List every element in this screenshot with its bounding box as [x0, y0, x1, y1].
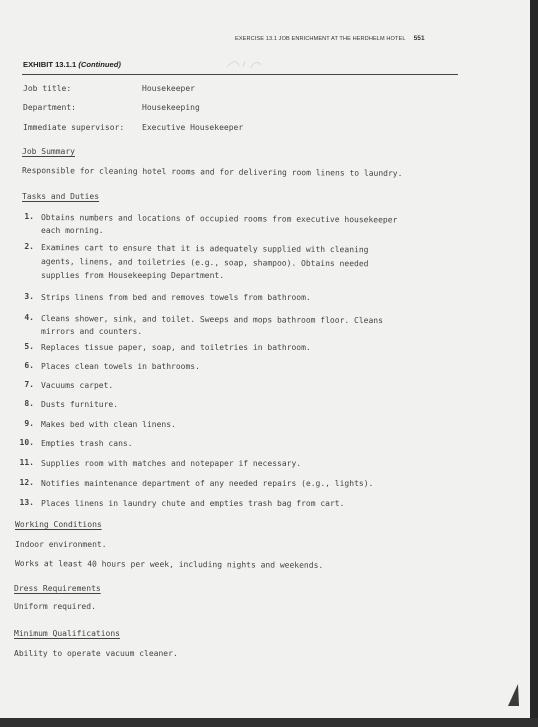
exhibit-title — [23, 60, 121, 69]
task-line: Replaces tissue paper, soap, and toiletries in bathroom. — [41, 343, 311, 352]
page-edge-shadow — [530, 0, 538, 727]
task-number: 12. — [19, 478, 34, 487]
field-value-job-title: Housekeeper — [142, 84, 195, 93]
task-number: 6. — [24, 361, 34, 370]
task-number: 1. — [24, 212, 34, 221]
task-line: Obtains numbers and locations of occupied rooms from executive housekeeper — [40, 213, 398, 225]
task-line: agents, linens, and toiletries (e.g., soap, shampoo). Obtains needed — [40, 257, 369, 269]
task-line: Vacuums carpet. — [41, 381, 114, 390]
task-line: supplies from Housekeeping Department. — [41, 271, 225, 280]
task-number: 2. — [24, 242, 34, 251]
dress-requirements-heading: Dress Requirements — [14, 584, 101, 593]
task-line: Makes bed with clean linens. — [41, 420, 176, 429]
faint-scribble — [225, 58, 265, 70]
page-bottom-shadow — [0, 718, 538, 727]
job-summary-heading: Job Summary — [22, 147, 75, 156]
exhibit-rule — [22, 74, 458, 75]
task-line: each morning. — [41, 226, 104, 235]
task-line: Supplies room with matches and notepaper if necessary. — [41, 459, 302, 468]
task-line: Places clean towels in bathrooms. — [41, 362, 200, 371]
task-number: 8. — [24, 399, 34, 408]
minimum-qualifications-line: Ability to operate vacuum cleaner. — [14, 649, 178, 658]
running-head — [235, 35, 505, 42]
task-line: Cleans shower, sink, and toilet. Sweeps and mops bathroom floor. Cleans — [40, 314, 383, 326]
corner-ink-mark — [506, 682, 520, 706]
task-line: mirrors and counters. — [41, 327, 143, 336]
task-number: 13. — [19, 498, 34, 507]
task-number: 5. — [24, 342, 34, 351]
exhibit-note: (Continued) — [78, 60, 121, 69]
exhibit-label: EXHIBIT 13.1.1 — [23, 60, 77, 69]
job-summary-text: Responsible for cleaning hotel rooms and for delivering room linens to laundry. — [21, 166, 403, 178]
field-label-department: Department: — [23, 103, 76, 112]
dress-requirements-line: Uniform required. — [14, 602, 96, 611]
working-conditions-line: Indoor environment. — [15, 540, 107, 549]
task-number: 11. — [19, 458, 34, 467]
field-value-department: Housekeeping — [142, 103, 200, 112]
task-number: 9. — [24, 419, 34, 428]
task-number: 4. — [24, 313, 34, 322]
working-conditions-heading: Working Conditions — [15, 520, 102, 529]
tasks-heading: Tasks and Duties — [22, 192, 100, 201]
field-value-supervisor: Executive Housekeeper — [142, 123, 244, 132]
task-line: Strips linens from bed and removes towels from bathroom. — [41, 293, 311, 302]
task-line: Places linens in laundry chute and empties trash bag from cart. — [41, 499, 345, 508]
task-line: Dusts furniture. — [41, 400, 119, 409]
task-line: Notifies maintenance department of any needed repairs (e.g., lights). — [41, 479, 374, 488]
minimum-qualifications-heading: Minimum Qualifications — [14, 629, 120, 638]
task-number: 7. — [24, 380, 34, 389]
task-number: 10. — [19, 438, 34, 447]
task-number: 3. — [24, 292, 34, 301]
task-line: Empties trash cans. — [41, 439, 133, 448]
field-label-job-title: Job title: — [23, 84, 72, 93]
page-number: 551 — [413, 35, 425, 42]
task-line: Examines cart to ensure that it is adequately supplied with cleaning — [40, 243, 369, 255]
working-conditions-line: Works at least 40 hours per week, including nights and weekends. — [14, 559, 324, 570]
field-label-supervisor: Immediate supervisor: — [23, 123, 125, 132]
running-head-text: EXERCISE 13.1 JOB ENRICHMENT AT THE HERDHELM HOTEL — [235, 36, 406, 42]
